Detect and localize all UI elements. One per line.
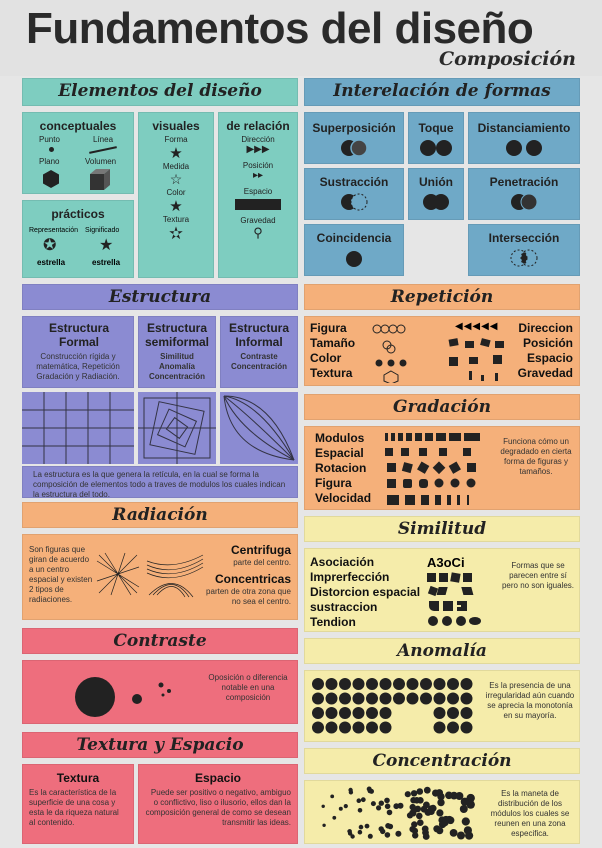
subtraction-icon <box>338 193 370 211</box>
formal-panel <box>22 316 134 388</box>
anomaly-dot <box>434 722 446 734</box>
sim-sustraccion: sustraccion <box>310 600 378 614</box>
repeticion-header: Repetición <box>304 284 580 310</box>
espacio-text: Puede ser positivo o negativo, ambiguo o conflictivo, liso o ilusorio, ellos dan la composición general de como se desean transmitir las ideas. <box>145 788 291 827</box>
concentricas-text: parten de otra zona que no sea el centro. <box>206 587 291 606</box>
concentration-dot <box>359 825 364 830</box>
visuales-title: visuales <box>152 119 200 133</box>
anomalia-panel <box>304 670 580 742</box>
concentration-dot <box>322 824 325 827</box>
penetration-icon <box>508 193 540 211</box>
concentration-dot <box>421 806 428 813</box>
informal-title: Estructura Informal <box>228 321 290 349</box>
volumen-label: Volumen <box>85 157 117 166</box>
anomaly-dot <box>393 693 405 705</box>
anomaly-dot <box>312 693 324 705</box>
repetition-position-icon <box>445 337 507 381</box>
rep-posicion: Posición <box>522 336 573 350</box>
textura-star-icon: ✫ <box>168 224 184 243</box>
coincidencia-cell <box>304 224 404 276</box>
relacion-panel <box>218 112 298 278</box>
rep-color: Color <box>310 351 342 365</box>
concentration-dot <box>385 804 391 810</box>
anomaly-dot <box>447 707 459 719</box>
star-badge-icon: ✪ <box>43 237 57 254</box>
concentration-dot <box>347 829 351 833</box>
distanciamiento-cell <box>468 112 580 164</box>
linea-label: Línea <box>93 135 114 144</box>
anomaly-dot <box>366 678 378 690</box>
concentricas-label: Concentricas <box>214 572 291 586</box>
anomaly-dot <box>447 722 459 734</box>
anomaly-dot <box>420 678 432 690</box>
anomaly-dot <box>461 678 473 690</box>
gradacion-panel <box>304 426 580 510</box>
plano-label: Plano <box>39 157 60 166</box>
anomaly-dot <box>353 678 365 690</box>
line-icon <box>89 146 117 154</box>
concentration-dot <box>344 804 348 808</box>
concentration-dot <box>350 834 354 838</box>
significado-label: Significado <box>85 227 120 234</box>
punto-label: Punto <box>39 135 60 144</box>
concentration-dot <box>332 816 336 820</box>
rep-tamano: Tamaño <box>310 336 356 350</box>
concentration-dot <box>432 790 439 797</box>
concentration-dot <box>464 826 472 834</box>
rep-figura: Figura <box>310 321 347 335</box>
union-icon <box>420 193 452 211</box>
conceptuales-title: conceptuales <box>39 119 117 133</box>
rep-textura: Textura <box>310 366 353 380</box>
similitud-text: Formas que se parecen entre sí pero no son iguales. <box>501 561 575 590</box>
radiacion-text: Son figuras que giran de acuerdo a un centro espacial y existen 2 tipos de radiaciones. <box>29 545 93 604</box>
repeticion-panel <box>304 316 580 386</box>
concentration-dot <box>417 788 424 795</box>
concentration-dot <box>384 798 390 804</box>
anomaly-dot <box>366 722 378 734</box>
contraste-panel <box>22 660 298 724</box>
distanciamiento-label: Distanciamiento <box>477 121 571 135</box>
centrifuga-text: parte del centro. <box>233 558 291 567</box>
coincidencia-label: Coincidencia <box>316 231 392 245</box>
gravity-icon: ⚲ <box>253 225 263 240</box>
concentration-dot <box>410 804 416 810</box>
concentration-dot <box>437 799 444 806</box>
anomaly-dot <box>312 722 324 734</box>
concentration-dot <box>423 833 430 840</box>
contraste-text: Oposición o diferencia notable en una composición <box>208 673 288 702</box>
touch-icon <box>419 139 453 157</box>
concentration-dot <box>339 807 343 811</box>
concentration-dot <box>411 790 417 796</box>
anomaly-dot <box>420 693 432 705</box>
space-bar-icon <box>235 199 281 210</box>
sim-asociacion: Asociación <box>310 555 375 569</box>
textura-panel <box>22 764 134 844</box>
representacion-label: Representación <box>29 227 79 234</box>
concentration-dot <box>387 810 393 816</box>
textura-espacio-header: Textura y Espacio <box>22 732 298 758</box>
superposition-icon <box>338 139 370 157</box>
anomaly-dot <box>366 693 378 705</box>
rep-gravedad: Gravedad <box>517 366 573 380</box>
formal-grid-illustration <box>22 392 134 464</box>
informal-text: Contraste Concentración <box>230 352 287 371</box>
informal-grid-illustration <box>220 392 298 464</box>
repeticion-right-list <box>518 321 573 381</box>
gradacion-list <box>315 431 371 506</box>
grad-rotacion: Rotacion <box>315 461 367 475</box>
grad-espacial: Espacial <box>315 446 364 460</box>
point-icon <box>49 147 54 152</box>
grad-figura: Figura <box>315 476 352 490</box>
repeticion-left-list <box>310 321 355 381</box>
anomaly-dot <box>380 707 392 719</box>
centrifugal-radiation-icon <box>95 551 141 597</box>
anomaly-dot <box>407 678 419 690</box>
contraste-header: Contraste <box>22 628 298 654</box>
anomaly-dot <box>366 707 378 719</box>
toque-label: Toque <box>418 121 454 135</box>
similarity-illustration <box>425 571 485 629</box>
anomaly-dot <box>461 693 473 705</box>
star-icon: ★ <box>99 237 114 254</box>
sustraccion-label: Sustracción <box>319 175 389 189</box>
position-arrows-icon: ▸▸ <box>252 170 264 181</box>
forma-star-icon: ★ <box>169 145 183 162</box>
practicos-panel <box>22 200 134 278</box>
concentration-dot <box>433 825 440 832</box>
concentration-dot <box>417 819 424 826</box>
concentracion-text: Es la maneta de distribución de los módulos los cuales se reunen en una zona especifica. <box>490 789 570 838</box>
direccion-label: Dirección <box>241 135 275 144</box>
espacio-label: Espacio <box>243 187 273 196</box>
anomaly-dot <box>434 707 446 719</box>
concentration-dot <box>436 809 443 816</box>
grad-velocidad: Velocidad <box>315 491 372 505</box>
concentration-dot <box>416 813 423 820</box>
cube-icon <box>87 167 113 193</box>
anomaly-dot <box>447 693 459 705</box>
gravedad-label: Gravedad <box>240 216 276 225</box>
similitud-header: Similitud <box>304 516 580 542</box>
concentration-dot <box>330 795 334 799</box>
concentration-dot <box>358 830 363 835</box>
concentration-dot <box>371 801 376 806</box>
medida-star-icon: ☆ <box>169 171 183 187</box>
anomaly-dot <box>326 722 338 734</box>
informal-panel <box>220 316 298 388</box>
anomaly-dot <box>339 707 351 719</box>
forma-label: Forma <box>164 135 188 144</box>
concentration-dot <box>379 801 384 806</box>
sustraccion-cell <box>304 168 404 220</box>
distance-icon <box>504 139 544 157</box>
concentration-dot <box>365 824 370 829</box>
gradacion-header: Gradación <box>304 394 580 420</box>
anomaly-dot <box>434 693 446 705</box>
centrifuga-label: Centrifuga <box>231 543 291 557</box>
semiformal-panel <box>138 316 216 388</box>
elementos-header: Elementos del diseño <box>22 78 298 106</box>
anomaly-dot <box>393 678 405 690</box>
hexagon-icon <box>41 169 61 189</box>
concentration-dot <box>361 797 366 802</box>
textura-label: Textura <box>162 215 190 224</box>
formal-text: Construcción rígida y matemática, Repetición Gradación y Radiación. <box>36 352 120 381</box>
repetition-direction-icon: ◀◀◀◀◀ <box>455 321 499 332</box>
concentration-dot <box>424 787 431 794</box>
concentration-dot <box>385 832 391 838</box>
concentration-dot <box>450 829 458 837</box>
anomaly-dot <box>461 707 473 719</box>
anomaly-dot <box>380 678 392 690</box>
espacio-title: Espacio <box>194 771 242 785</box>
anomaly-dot <box>434 678 446 690</box>
title-bar <box>0 0 602 76</box>
rep-direccion: Direccion <box>518 321 573 335</box>
concentration-dot <box>379 826 384 831</box>
concentration-dot <box>385 823 391 829</box>
concentration-dot <box>442 816 450 824</box>
coincidence-icon <box>344 249 364 269</box>
estrella-label-2: estrella <box>92 258 121 267</box>
anomaly-dot <box>339 693 351 705</box>
association-glyphs: A3oCi <box>427 555 465 570</box>
grad-modulos: Modulos <box>315 431 365 445</box>
anomaly-dot <box>353 707 365 719</box>
anomaly-dot <box>339 678 351 690</box>
similitud-panel <box>304 548 580 632</box>
relacion-title: de relación <box>226 119 290 133</box>
visuales-panel <box>138 112 214 278</box>
semiformal-text: Similitud Anomalía Concentración <box>148 352 205 381</box>
rep-espacio: Espacio <box>526 351 573 365</box>
concentration-dot <box>414 797 421 804</box>
concentration-dot <box>322 805 325 808</box>
semiformal-grid-illustration <box>138 392 216 464</box>
concentration-dot <box>412 832 418 838</box>
anomaly-dot <box>339 722 351 734</box>
similitud-list <box>310 555 420 630</box>
anomaly-dot <box>380 722 392 734</box>
anomalia-text: Es la presencia de una irregularidad aún cuando se aprecia la monotonía en su mayoría. <box>485 681 575 720</box>
interrelacion-header: Interelación de formas <box>304 78 580 106</box>
concentration-dot <box>376 805 381 810</box>
concentration-dot <box>462 817 470 825</box>
gradacion-text: Funciona cómo un degradado en cierta forma de figuras y tamaños. <box>500 437 572 476</box>
color-star-icon: ★ <box>169 198 183 215</box>
sim-distorcion: Distorcion espacial <box>310 585 421 599</box>
penetracion-label: Penetración <box>489 175 559 189</box>
penetracion-cell <box>468 168 580 220</box>
semiformal-title: Estructura semiformal <box>144 321 210 349</box>
anomaly-dot <box>326 693 338 705</box>
textura-text: Es la característica de la superficie de una cosa y esta le da riqueza natural al contenido. <box>29 788 119 827</box>
color-label: Color <box>166 188 186 197</box>
anomaly-dot <box>407 693 419 705</box>
estrella-label-1: estrella <box>37 258 66 267</box>
sim-imperfeccion: Imprerfección <box>310 570 390 584</box>
concentration-dot <box>358 808 363 813</box>
practicos-title: prácticos <box>51 207 105 221</box>
anomaly-dot <box>312 707 324 719</box>
medida-label: Medida <box>162 162 190 171</box>
espacio-panel <box>138 764 298 844</box>
page-subtitle: Composición <box>438 48 576 70</box>
radiacion-header: Radiación <box>22 502 298 528</box>
concentration-dot <box>450 792 458 800</box>
concentration-dot <box>393 803 399 809</box>
posicion-label: Posición <box>242 161 274 170</box>
concentration-dot <box>357 798 362 803</box>
formal-title: Estructura Formal <box>48 321 110 349</box>
anomaly-dot <box>447 678 459 690</box>
intersection-icon <box>507 249 541 267</box>
concentration-dot <box>368 834 373 839</box>
interseccion-cell <box>468 224 580 276</box>
concentration-dot <box>367 787 372 792</box>
union-label: Unión <box>419 175 453 189</box>
union-cell <box>408 168 464 220</box>
conceptuales-panel <box>22 112 134 194</box>
anomaly-dot <box>312 678 324 690</box>
superposicion-label: Superposición <box>312 121 396 135</box>
anomaly-dot <box>326 678 338 690</box>
estructura-desc: La estructura es la que genera la retícula, en la cual se forma la composición de elementos todo a traves de modulos los cuales indican la estructura del todo. <box>22 466 298 498</box>
anomaly-dot <box>461 722 473 734</box>
radiacion-panel <box>22 534 298 620</box>
concentration-dot <box>349 790 353 794</box>
textura-title: Textura <box>56 771 100 785</box>
interseccion-label: Intersección <box>488 231 560 245</box>
gradation-illustration <box>383 431 485 509</box>
estructura-header: Estructura <box>22 284 298 310</box>
concentration-dot <box>405 791 411 797</box>
page-title: Fundamentos del diseño <box>26 4 534 53</box>
anomaly-dot <box>326 707 338 719</box>
concentration-dot <box>460 805 468 813</box>
concentration-dots <box>311 785 479 841</box>
concentration-dot <box>457 832 465 840</box>
anomaly-dot-grid <box>311 677 479 737</box>
concentracion-panel <box>304 780 580 844</box>
sim-tension: Tendion <box>310 615 356 629</box>
radiacion-right <box>195 543 291 607</box>
concentration-dot <box>428 808 435 815</box>
concentration-dot <box>411 821 417 827</box>
concentracion-header: Concentración <box>304 748 580 774</box>
contrast-illustration <box>69 671 199 717</box>
superposicion-cell <box>304 112 404 164</box>
anomaly-dot <box>380 693 392 705</box>
repetition-figures-icon <box>371 321 411 383</box>
concentration-dot <box>395 831 401 837</box>
toque-cell <box>408 112 464 164</box>
direction-arrows-icon: ▶▶▶ <box>246 144 270 155</box>
anomalia-header: Anomalía <box>304 638 580 664</box>
anomaly-dot <box>353 693 365 705</box>
anomaly-dot <box>353 722 365 734</box>
